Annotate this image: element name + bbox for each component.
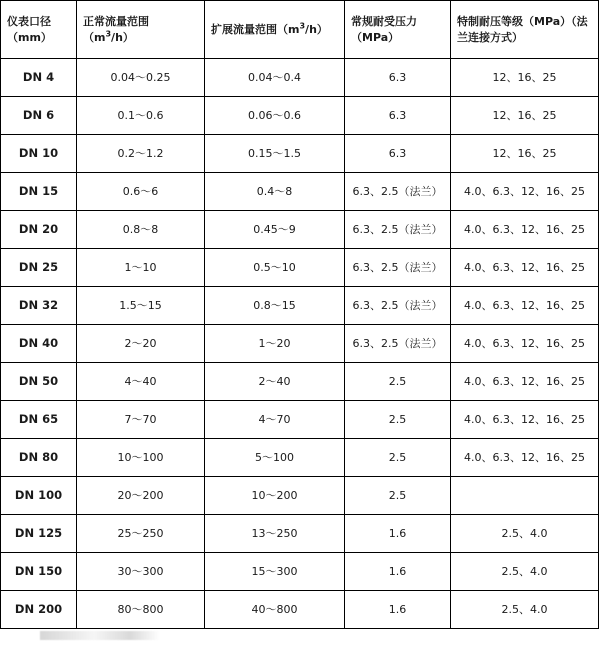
table-cell: 6.3、2.5（法兰）	[345, 249, 451, 287]
cell-diameter: DN 20	[1, 211, 77, 249]
table-row	[1, 401, 599, 439]
table-cell: 0.04～0.4	[205, 59, 345, 97]
table-cell: 5～100	[205, 439, 345, 477]
table-header	[1, 1, 599, 59]
table-row	[1, 477, 599, 515]
page-bottom-strip	[0, 629, 600, 643]
table-cell: 40～800	[205, 591, 345, 629]
table-cell: 80～800	[77, 591, 205, 629]
table-cell: 12、16、25	[451, 135, 599, 173]
cell-diameter: DN 6	[1, 97, 77, 135]
table-cell: 0.8～8	[77, 211, 205, 249]
table-cell: 6.3、2.5（法兰）	[345, 173, 451, 211]
table-cell: 6.3、2.5（法兰）	[345, 325, 451, 363]
cell-diameter: DN 32	[1, 287, 77, 325]
table-cell: 4～70	[205, 401, 345, 439]
table-cell: 0.6～6	[77, 173, 205, 211]
table-row	[1, 173, 599, 211]
table-cell: 13～250	[205, 515, 345, 553]
table-cell: 1～20	[205, 325, 345, 363]
table-cell: 1.6	[345, 553, 451, 591]
table-cell: 0.4～8	[205, 173, 345, 211]
table-cell: 0.45～9	[205, 211, 345, 249]
table-cell: 25～250	[77, 515, 205, 553]
table-row	[1, 249, 599, 287]
cell-diameter: DN 4	[1, 59, 77, 97]
table-cell: 2.5	[345, 363, 451, 401]
cell-diameter: DN 25	[1, 249, 77, 287]
table-cell: 6.3、2.5（法兰）	[345, 211, 451, 249]
table-cell: 0.06～0.6	[205, 97, 345, 135]
cell-diameter: DN 200	[1, 591, 77, 629]
table-cell: 4.0、6.3、12、16、25	[451, 287, 599, 325]
table-cell: 1.5～15	[77, 287, 205, 325]
table-row	[1, 97, 599, 135]
table-cell: 0.04～0.25	[77, 59, 205, 97]
table-cell: 0.15～1.5	[205, 135, 345, 173]
table-cell: 12、16、25	[451, 97, 599, 135]
cell-diameter: DN 15	[1, 173, 77, 211]
table-header-row	[1, 1, 599, 59]
scan-artifact	[40, 631, 160, 640]
table-cell: 2～20	[77, 325, 205, 363]
table-cell: 20～200	[77, 477, 205, 515]
cell-diameter: DN 50	[1, 363, 77, 401]
column-header-special-pressure: 特制耐压等级（MPa）（法兰连接方式）	[451, 1, 599, 59]
cell-diameter: DN 150	[1, 553, 77, 591]
table-cell: 7～70	[77, 401, 205, 439]
table-row	[1, 211, 599, 249]
table-cell: 4.0、6.3、12、16、25	[451, 249, 599, 287]
table-cell: 2.5	[345, 401, 451, 439]
table-cell: 6.3	[345, 97, 451, 135]
column-header-normal-flow: 正常流量范围$(m^3/h)$	[77, 1, 205, 59]
table-row	[1, 363, 599, 401]
table-row	[1, 287, 599, 325]
column-header-diameter: 仪表口径（mm）	[1, 1, 77, 59]
table-row	[1, 439, 599, 477]
table-cell: 4.0、6.3、12、16、25	[451, 401, 599, 439]
table-cell: 4.0、6.3、12、16、25	[451, 173, 599, 211]
cell-diameter: DN 100	[1, 477, 77, 515]
table-cell	[451, 477, 599, 515]
table-row	[1, 135, 599, 173]
table-cell: 2.5	[345, 439, 451, 477]
table-cell: 0.2～1.2	[77, 135, 205, 173]
cell-diameter: DN 80	[1, 439, 77, 477]
table-cell: 2.5	[345, 477, 451, 515]
table-cell: 4～40	[77, 363, 205, 401]
table-cell: 1～10	[77, 249, 205, 287]
table-cell: 2.5、4.0	[451, 591, 599, 629]
table-cell: 15～300	[205, 553, 345, 591]
table-cell: 2.5、4.0	[451, 515, 599, 553]
table-cell: 6.3	[345, 59, 451, 97]
table-cell: 30～300	[77, 553, 205, 591]
table-row	[1, 325, 599, 363]
table-cell: 6.3	[345, 135, 451, 173]
cell-diameter: DN 10	[1, 135, 77, 173]
table-cell: 0.8～15	[205, 287, 345, 325]
table-body	[1, 59, 599, 629]
table-row	[1, 553, 599, 591]
cell-diameter: DN 125	[1, 515, 77, 553]
table-cell: 2.5、4.0	[451, 553, 599, 591]
table-cell: 0.5～10	[205, 249, 345, 287]
table-cell: 4.0、6.3、12、16、25	[451, 439, 599, 477]
table-cell: 12、16、25	[451, 59, 599, 97]
table-cell: 10～100	[77, 439, 205, 477]
table-cell: 10～200	[205, 477, 345, 515]
column-header-extended-flow: 扩展流量范围$(m^3/h)$	[205, 1, 345, 59]
table-cell: 2～40	[205, 363, 345, 401]
cell-diameter: DN 40	[1, 325, 77, 363]
table-cell: 6.3、2.5（法兰）	[345, 287, 451, 325]
cell-diameter: DN 65	[1, 401, 77, 439]
table-cell: 4.0、6.3、12、16、25	[451, 325, 599, 363]
table-row	[1, 515, 599, 553]
table-cell: 1.6	[345, 515, 451, 553]
table-cell: 4.0、6.3、12、16、25	[451, 363, 599, 401]
table-row	[1, 591, 599, 629]
table-cell: 0.1～0.6	[77, 97, 205, 135]
table-cell: 1.6	[345, 591, 451, 629]
column-header-standard-pressure: 常规耐受压力（MPa）	[345, 1, 451, 59]
table-row	[1, 59, 599, 97]
table-cell: 4.0、6.3、12、16、25	[451, 211, 599, 249]
